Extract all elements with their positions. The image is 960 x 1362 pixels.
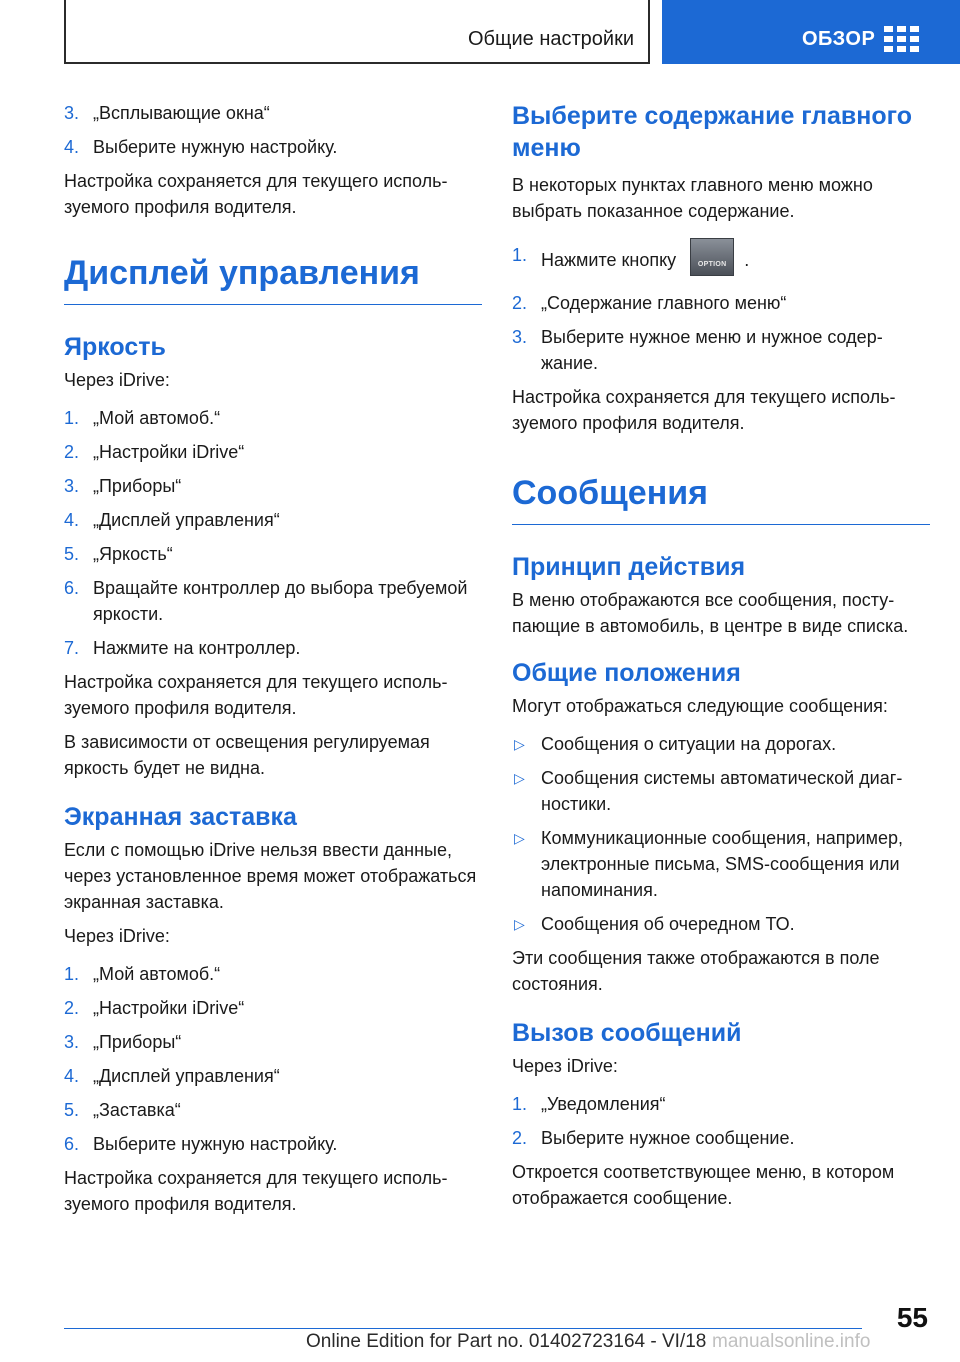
list-item: 4. Выберите нужную настройку. [64,137,338,157]
paragraph: Настройка сохраняется для текущего используемого профиля водителя. [64,672,448,718]
list-item: 5. „Яркость“ [64,544,173,564]
triangle-bullet-icon: ▷ [514,736,525,752]
paragraph: В меню отображаются все сообщения, поступающие в автомобиль, в центре в виде списка. [512,590,909,636]
triangle-bullet-icon: ▷ [514,830,525,846]
overview-label: ОБЗОР [802,28,876,50]
footer-edition: Online Edition for Part no. 01402723164 - VI/18 [306,1331,707,1352]
list-item: 6. Выберите нужную настройку. [64,1134,338,1154]
list-screensaver [64,961,482,1157]
heading-principle: Принцип действия [512,553,746,581]
paragraph: Эти сообщения также отображаются в поле состояния. [512,948,880,994]
list-item: 7. Нажмите на контроллер. [64,638,301,658]
left-column [64,100,482,1225]
list-item: 1. Нажмите кнопку OPTION . [512,242,930,280]
grid-icon [884,26,920,52]
list-item: 4. „Дисплей управления“ [64,1066,280,1086]
paragraph: В некоторых пунктах главного меню можно выбрать показанное содержание. [512,175,873,221]
list-item: ▷ Сообщения системы автоматической диагностики. [512,765,930,817]
paragraph: Настройка сохраняется для текущего используемого профиля водителя. [64,1168,448,1214]
heading-main-menu-content: Выберите содержание главного меню [512,102,912,162]
list-item: 3. Выберите нужное меню и нужное содержание. [512,327,883,373]
list-item: ▷ Сообщения об очередном ТО. [512,911,930,937]
message-types-list [512,731,930,937]
list-main-menu [512,242,930,376]
paragraph: Настройка сохраняется для текущего используемого профиля водителя. [64,171,448,217]
page-header [0,0,960,66]
list-item: 5. „Заставка“ [64,1100,181,1120]
right-column [512,100,930,1219]
footer-divider [64,1328,862,1329]
paragraph: Если с помощью iDrive нельзя ввести данные, через установленное время может отображаться экранная заставка. [64,840,477,912]
heading-screensaver: Экранная заставка [64,803,297,831]
paragraph: Настройка сохраняется для текущего используемого профиля водителя. [512,387,896,433]
overview-nav-button[interactable] [662,0,960,64]
list-a [64,100,482,160]
list-item: ▷ Сообщения о ситуации на дорогах. [512,731,930,757]
heading-general: Общие положения [512,659,741,687]
list-item: 3. „Приборы“ [64,476,182,496]
option-button-icon: OPTION [690,238,734,276]
list-item: 3. „Приборы“ [64,1032,182,1052]
list-item: 2. Выберите нужное сообщение. [512,1128,795,1148]
list-item: 2. „Настройки iDrive“ [64,998,245,1018]
triangle-bullet-icon: ▷ [514,916,525,932]
list-item: 2. „Содержание главного меню“ [512,293,787,313]
list-item: 1. „Уведомления“ [512,1094,666,1114]
heading-brightness: Яркость [64,333,166,361]
page-number: 55 [896,1302,928,1333]
paragraph: Через iDrive: [512,1056,618,1076]
paragraph: Через iDrive: [64,370,170,390]
paragraph: Откроется соответствующее меню, в котором отображается сообщение. [512,1162,895,1208]
footer-watermark: manualsonline.info [712,1331,871,1352]
triangle-bullet-icon: ▷ [514,770,525,786]
paragraph: Через iDrive: [64,926,170,946]
list-item: 6. Вращайте контроллер до выбора требуемой яркости. [64,578,468,624]
list-call-messages [512,1091,930,1151]
list-item: 4. „Дисплей управления“ [64,510,280,530]
list-item: ▷ Коммуникационные сообщения, например, электронные письма, SMS-сообщения или напоминания. [512,825,930,903]
heading-call-messages: Вызов сообщений [512,1019,742,1047]
list-item: 2. „Настройки iDrive“ [64,442,245,462]
paragraph: Могут отображаться следующие сообщения: [512,696,888,716]
paragraph: В зависимости от освещения регулируемая яркость будет не видна. [64,732,430,778]
list-brightness [64,405,482,661]
heading-messages: Сообщения [512,472,930,525]
list-item: 3. „Всплывающие окна“ [64,103,270,123]
section-title: Общие настройки [468,28,634,50]
list-item: 1. „Мой автомоб.“ [64,964,221,984]
list-item: 1. „Мой автомоб.“ [64,408,221,428]
section-tab [64,0,650,64]
heading-control-display: Дисплей управления [64,252,482,305]
